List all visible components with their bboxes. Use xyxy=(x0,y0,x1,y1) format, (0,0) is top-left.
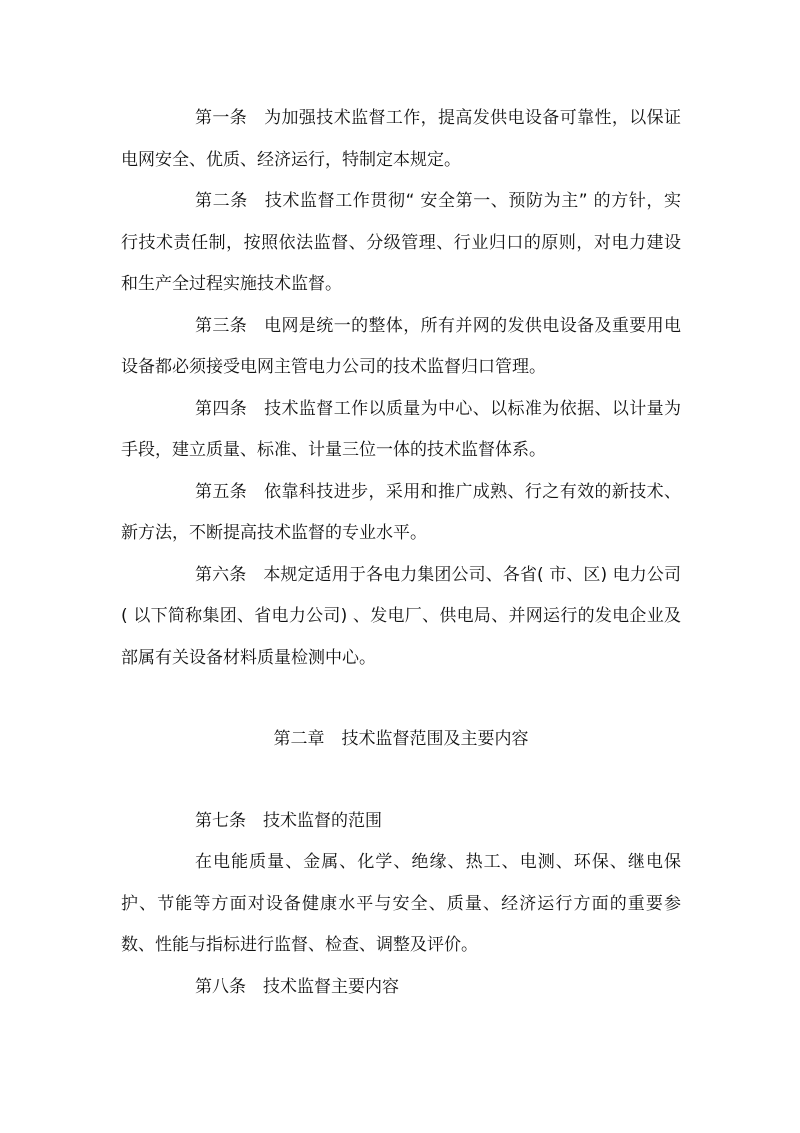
article-text: 依靠科技进步，采用和推广成熟、行之有效的新技术、新方法，不断提高技术监督的专业水平。 xyxy=(121,481,682,543)
article-label: 第五条 xyxy=(195,481,248,502)
article-text: 技术监督工作以质量为中心、以标准为依据、以计量为手段，建立质量、标准、计量三位一体的技术监督体系。 xyxy=(121,398,682,460)
article-text: 为加强技术监督工作，提高发供电设备可靠性，以保证电网安全、优质、经济运行，特制定本规定。 xyxy=(121,108,682,170)
article-7-body: 在电能质量、金属、化学、绝缘、热工、电测、环保、继电保护、节能等方面对设备健康水平与安全、质量、经济运行方面的重要参数、性能与指标进行监督、检查、调整及评价。 xyxy=(121,852,681,955)
article-8 xyxy=(121,967,681,1009)
chapter-title: 技术监督范围及主要内容 xyxy=(341,729,529,749)
chapter-label: 第二章 xyxy=(273,729,325,749)
article-5 xyxy=(121,472,681,555)
article-label: 第四条 xyxy=(195,398,248,419)
article-1 xyxy=(121,98,681,181)
article-text: 技术监督主要内容 xyxy=(263,976,399,997)
article-text: 技术监督工作贯彻“ 安全第一、预防为主” 的方针，实行技术责任制，按照依法监督、分级管理、行业归口的原则，对电力建设和生产全过程实施技术监督。 xyxy=(121,191,682,294)
article-text: 技术监督的范围 xyxy=(263,810,382,831)
article-2 xyxy=(121,181,681,306)
article-label: 第二条 xyxy=(195,191,248,211)
article-label: 第七条 xyxy=(195,810,246,831)
article-label: 第一条 xyxy=(195,108,248,128)
article-3 xyxy=(121,306,681,389)
spacer xyxy=(121,679,681,719)
article-6 xyxy=(121,555,681,680)
article-label: 第三条 xyxy=(195,315,248,336)
article-label: 第八条 xyxy=(195,976,246,997)
article-label: 第六条 xyxy=(195,564,247,585)
article-text: 本规定适用于各电力集团公司、各省( 市、区) 电力公司( 以下简称集团、省电力公司) 、发电厂、供电局、并网运行的发电企业及部属有关设备材料质量检测中心。 xyxy=(121,564,681,668)
article-7 xyxy=(121,801,681,843)
article-text: 电网是统一的整体，所有并网的发供电设备及重要用电设备都必须接受电网主管电力公司的技术监督归口管理。 xyxy=(121,315,682,377)
spacer xyxy=(121,761,681,801)
article-4 xyxy=(121,389,681,472)
document-body xyxy=(121,98,681,1008)
chapter-heading xyxy=(121,719,681,761)
